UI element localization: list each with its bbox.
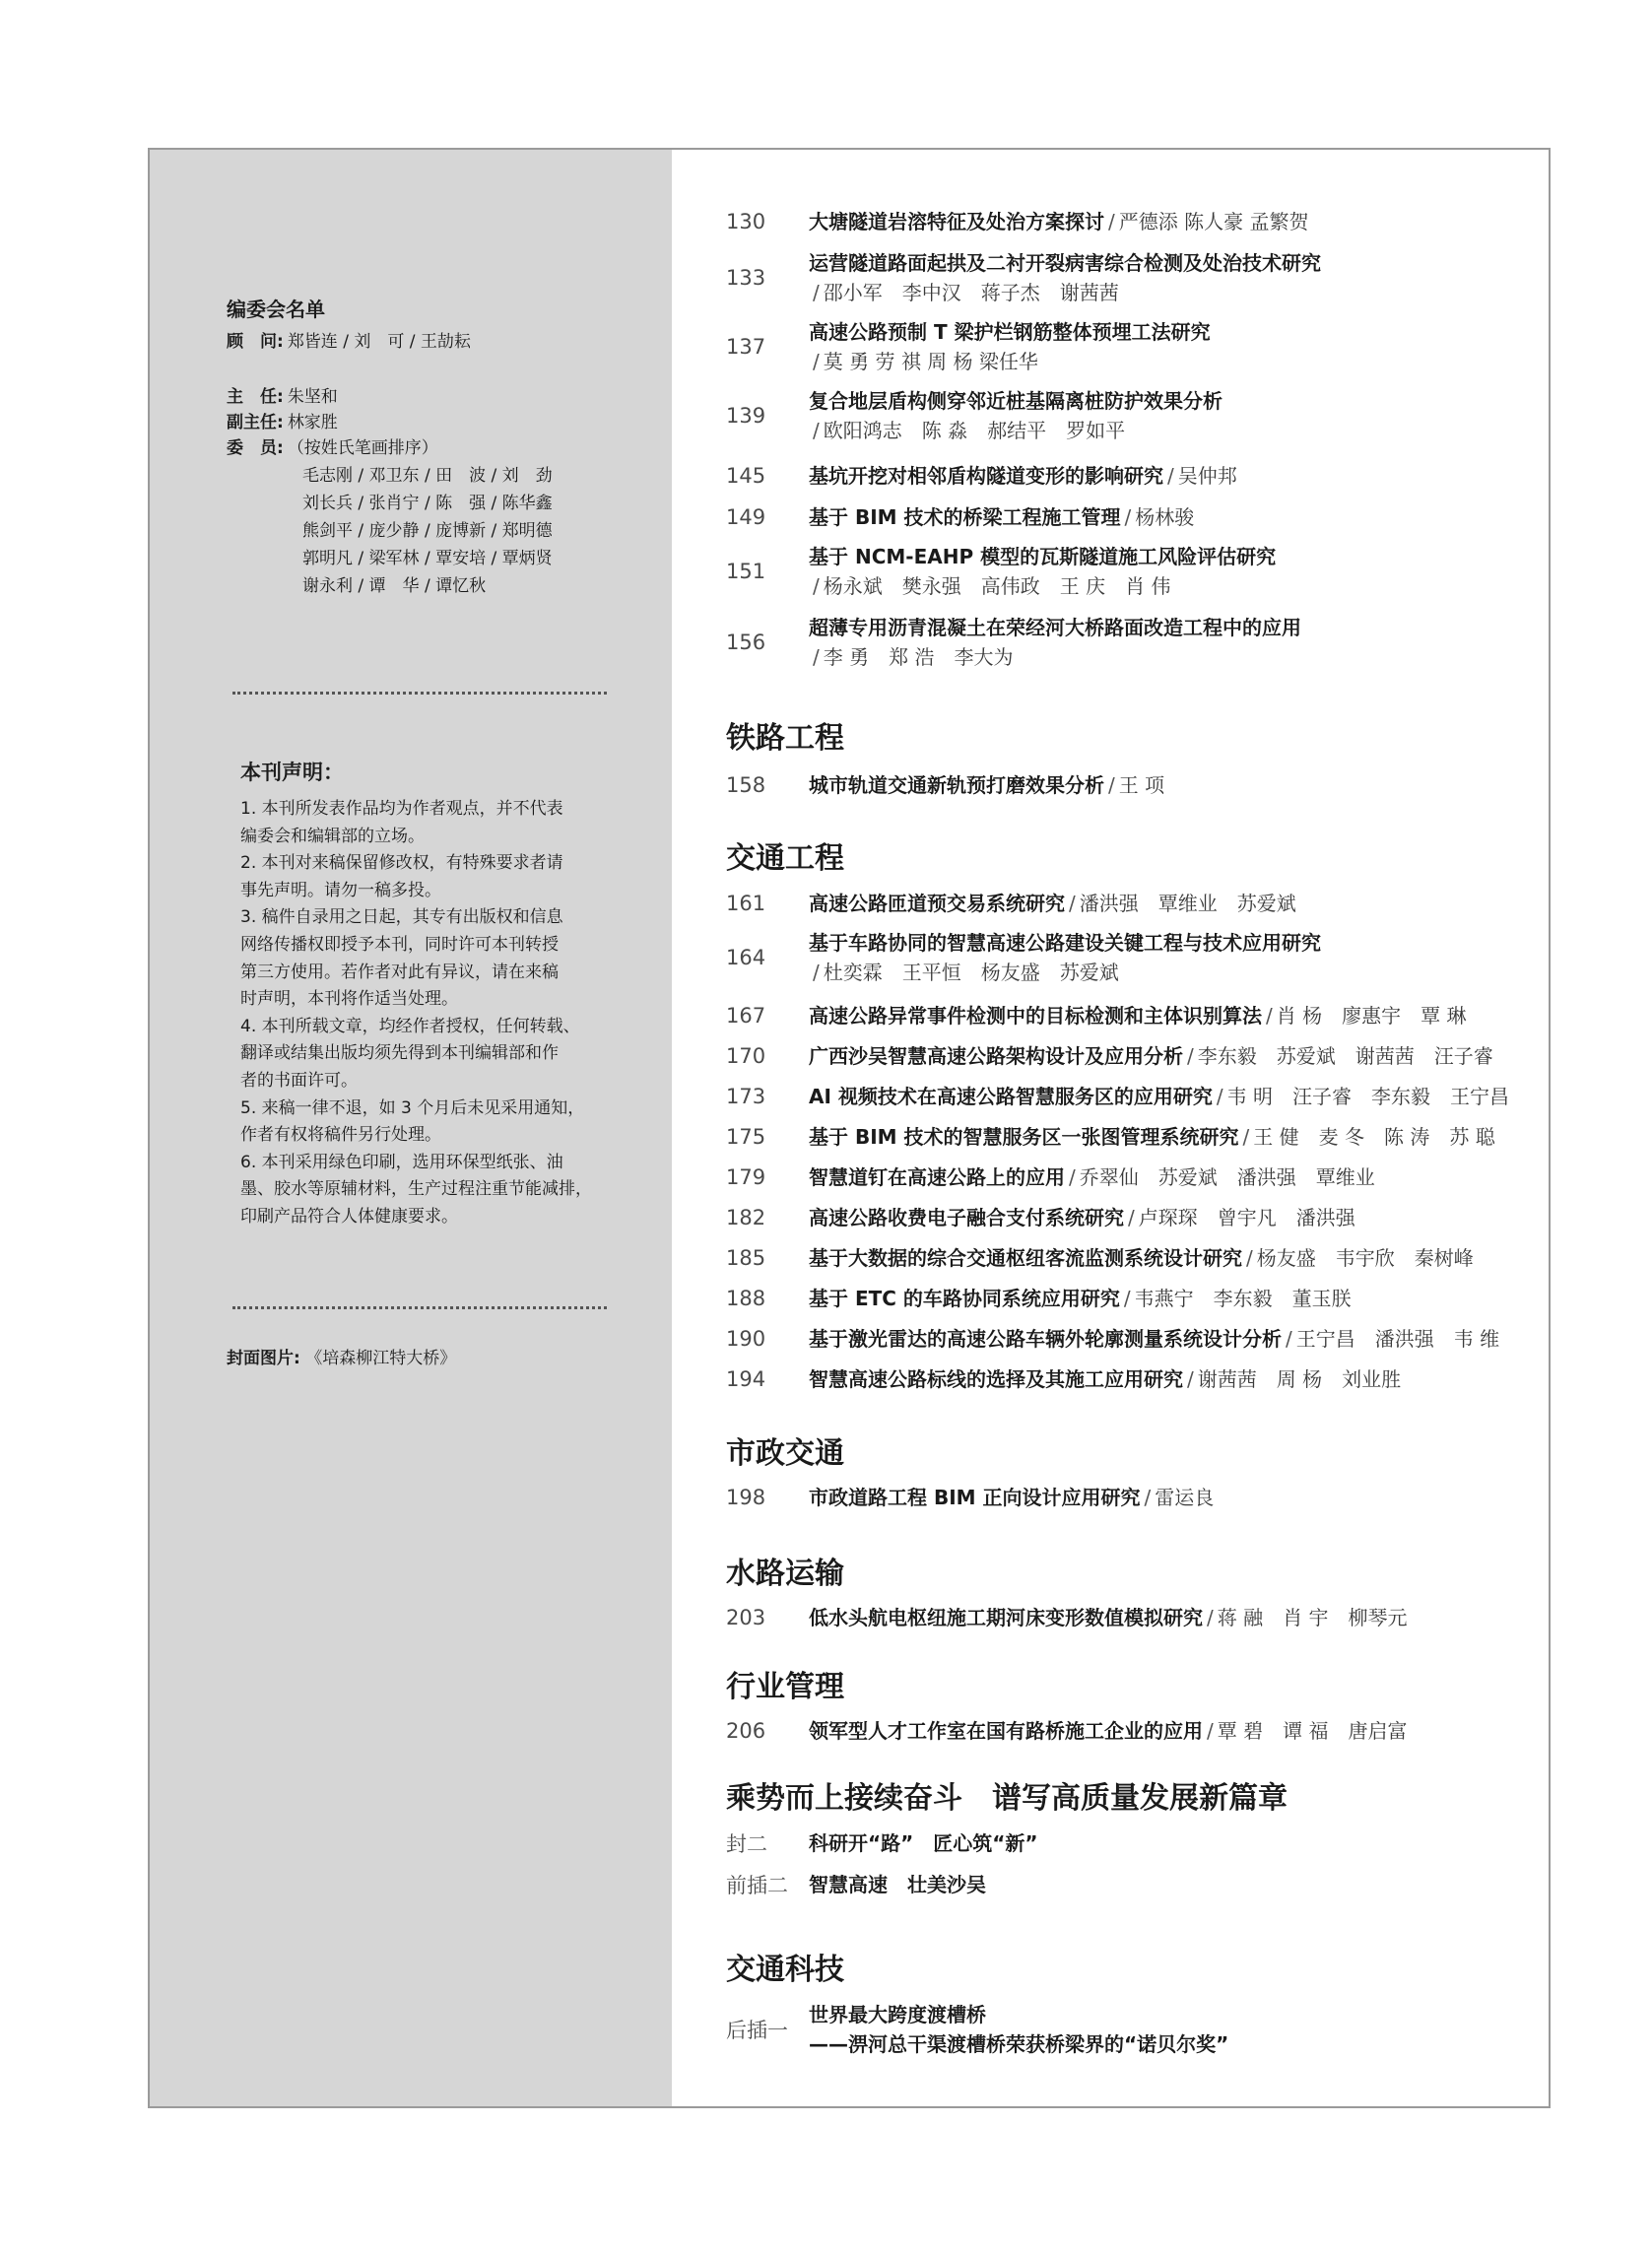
toc-entry[interactable] [726, 542, 1544, 601]
entry-title: AI 视频技术在高速公路智慧服务区的应用研究 [809, 1085, 1213, 1108]
entry-authors: 欧阳鸿志 陈 淼 郝结平 罗如平 [823, 419, 1126, 442]
table-of-contents [150, 150, 1549, 2106]
page-number: 137 [726, 335, 766, 359]
member-row: 郭明凡 / 梁军林 / 覃安培 / 覃炳贤 [302, 549, 553, 568]
toc-entry[interactable] [726, 1716, 1544, 1746]
separator: / [1128, 1206, 1135, 1229]
entry-title: 低水头航电枢纽施工期河床变形数值模拟研究 [809, 1606, 1203, 1629]
member-row: 谢永利 / 谭 华 / 谭忆秋 [302, 576, 487, 596]
members-label: 委 员: [227, 438, 284, 458]
entry-title: 超薄专用沥青混凝土在荣经河大桥路面改造工程中的应用 [809, 616, 1301, 639]
declaration-line: 墨、胶水等原辅材料，生产过程注重节能减排， [240, 1179, 592, 1200]
entry-title: 高速公路异常事件检测中的目标检测和主体识别算法 [809, 1004, 1262, 1028]
declaration-line: 第三方使用。若作者对此有异议，请在来稿 [240, 962, 559, 982]
separator: / [1246, 1246, 1253, 1270]
toc-entry[interactable] [726, 207, 1544, 236]
entry-title: 广西沙吴智慧高速公路架构设计及应用分析 [809, 1044, 1183, 1068]
toc-entry[interactable] [726, 1828, 1544, 1858]
toc-entry[interactable] [726, 1603, 1544, 1632]
page-number: 188 [726, 1287, 766, 1310]
entry-title: 基于车路协同的智慧高速公路建设关键工程与技术应用研究 [809, 931, 1321, 955]
page-number: 194 [726, 1367, 766, 1391]
separator: / [813, 419, 820, 442]
toc-entry[interactable] [726, 1203, 1544, 1232]
entry-title: 科研开“路” 匠心筑“新” [809, 1831, 1038, 1855]
entry-title: 基于 BIM 技术的智慧服务区一张图管理系统研究 [809, 1125, 1239, 1149]
separator: / [1207, 1719, 1214, 1743]
page-number: 182 [726, 1206, 766, 1229]
entry-authors: 杜奕霖 王平恒 杨友盛 苏爱斌 [823, 961, 1119, 984]
toc-entry[interactable] [726, 613, 1544, 672]
entry-title: 基于 ETC 的车路协同系统应用研究 [809, 1287, 1120, 1310]
advisors-value: 郑皆连 / 刘 可 / 王劼耘 [287, 332, 471, 352]
section-heading-water: 水路运输 [726, 1557, 844, 1591]
separator: / [1069, 1165, 1076, 1189]
declaration-line: 1. 本刊所发表作品均为作者观点，并不代表 [240, 799, 563, 819]
toc-entry[interactable] [726, 1082, 1544, 1111]
section-heading-industry: 行业管理 [726, 1670, 844, 1704]
toc-entry[interactable] [726, 248, 1544, 307]
toc-entry[interactable] [726, 1041, 1544, 1071]
member-row: 熊剑平 / 庞少静 / 庞博新 / 郑明德 [302, 521, 553, 541]
separator: / [1144, 1486, 1152, 1509]
entry-title: 智慧道钉在高速公路上的应用 [809, 1165, 1065, 1189]
section-heading-feature: 乘势而上接续奋斗 谱写高质量发展新篇章 [726, 1781, 1288, 1816]
entry-subtitle: ——淠河总干渠渡槽桥荣获桥梁界的“诺贝尔奖” [809, 2032, 1229, 2056]
separator: / [1124, 505, 1132, 529]
section-heading-municipal: 市政交通 [726, 1436, 844, 1471]
toc-entry[interactable] [726, 1483, 1544, 1512]
separator: / [1108, 773, 1115, 797]
entry-title: 大塘隧道岩溶特征及处治方案探讨 [809, 210, 1104, 233]
deputy-value: 林家胜 [287, 413, 338, 432]
toc-entry[interactable] [726, 1162, 1544, 1192]
page-number: 158 [726, 773, 766, 797]
entry-authors: 吴仲邦 [1177, 464, 1237, 488]
entry-authors: 杨林骏 [1135, 505, 1195, 529]
entry-authors: 李 勇 郑 浩 李大为 [823, 645, 1014, 669]
page-number: 133 [726, 266, 766, 290]
entry-title: 高速公路匝道预交易系统研究 [809, 892, 1065, 915]
entry-authors: 李东毅 苏爱斌 谢茜茜 汪子睿 [1197, 1044, 1493, 1068]
page-number: 139 [726, 404, 766, 428]
toc-entry[interactable] [726, 928, 1544, 987]
page-number: 156 [726, 631, 766, 654]
page-number: 后插一 [726, 2019, 788, 2042]
separator: / [813, 645, 820, 669]
separator: / [813, 350, 820, 373]
separator: / [1266, 1004, 1273, 1028]
entry-authors: 杨友盛 韦宇欣 秦树峰 [1256, 1246, 1474, 1270]
toc-entry[interactable] [726, 889, 1544, 918]
toc-entry[interactable] [726, 386, 1544, 445]
entry-authors: 韦燕宁 李东毅 董玉朕 [1134, 1287, 1352, 1310]
entry-title: 基于 NCM-EAHP 模型的瓦斯隧道施工风险评估研究 [809, 545, 1277, 568]
separator: / [1242, 1125, 1250, 1149]
entry-authors: 王 健 麦 冬 陈 涛 苏 聪 [1253, 1125, 1495, 1149]
entry-authors: 王 项 [1118, 773, 1165, 797]
entry-authors: 乔翠仙 苏爱斌 潘洪强 覃维业 [1079, 1165, 1375, 1189]
entry-title: 复合地层盾构侧穿邻近桩基隔离桩防护效果分析 [809, 389, 1222, 413]
page-number: 164 [726, 946, 766, 969]
separator: / [1123, 1287, 1131, 1310]
page-number: 173 [726, 1085, 766, 1108]
declaration-line: 事先声明。请勿一稿多投。 [240, 880, 441, 900]
entry-title: 城市轨道交通新轨预打磨效果分析 [809, 773, 1104, 797]
toc-entry[interactable] [726, 1364, 1544, 1394]
page-number: 185 [726, 1246, 766, 1270]
declaration-line: 4. 本刊所载文章，均经作者授权，任何转载、 [240, 1016, 580, 1036]
declaration-line: 翻译或结集出版均须先得到本刊编辑部和作 [240, 1043, 559, 1064]
declaration-line: 时声明，本刊将作适当处理。 [240, 989, 458, 1010]
separator: / [1069, 892, 1076, 915]
separator: / [1207, 1606, 1214, 1629]
toc-entry[interactable] [726, 1243, 1544, 1273]
toc-entry[interactable] [726, 1122, 1544, 1152]
toc-entry[interactable] [726, 1001, 1544, 1030]
separator: / [813, 574, 820, 598]
declaration-line: 2. 本刊对来稿保留修改权，有特殊要求者请 [240, 853, 563, 874]
section-heading-tech: 交通科技 [726, 1953, 844, 1987]
member-row: 刘长兵 / 张肖宁 / 陈 强 / 陈华鑫 [302, 494, 553, 513]
declaration-line: 印刷产品符合人体健康要求。 [240, 1206, 458, 1227]
page-number: 198 [726, 1486, 766, 1509]
section-heading-traffic: 交通工程 [726, 841, 844, 876]
director-label: 主 任: [227, 387, 284, 407]
entry-authors: 覃 碧 谭 福 唐启富 [1217, 1719, 1408, 1743]
member-row: 毛志刚 / 邓卫东 / 田 波 / 刘 劲 [302, 466, 553, 486]
page-number: 161 [726, 892, 766, 915]
cover-value: 《培森柳江特大桥》 [305, 1349, 457, 1368]
page-number: 前插二 [726, 1874, 788, 1897]
entry-title: 基于 BIM 技术的桥梁工程施工管理 [809, 505, 1121, 529]
entry-title: 高速公路收费电子融合支付系统研究 [809, 1206, 1124, 1229]
entry-title: 市政道路工程 BIM 正向设计应用研究 [809, 1486, 1141, 1509]
entry-authors: 邵小军 李中汉 蒋子杰 谢茜茜 [823, 281, 1119, 304]
page-frame [148, 148, 1551, 2108]
entry-title: 智慧高速公路标线的选择及其施工应用研究 [809, 1367, 1183, 1391]
declaration-line: 6. 本刊采用绿色印刷，选用环保型纸张、油 [240, 1152, 563, 1172]
page-number: 151 [726, 560, 766, 583]
entry-authors: 韦 明 汪子睿 李东毅 王宁昌 [1226, 1085, 1509, 1108]
separator: / [813, 281, 820, 304]
page-number: 170 [726, 1044, 766, 1068]
declaration-title: 本刊声明： [240, 761, 344, 784]
page-number: 203 [726, 1606, 766, 1629]
toc-entry[interactable] [726, 1870, 1544, 1899]
page-number: 179 [726, 1165, 766, 1189]
toc-entry[interactable] [726, 461, 1544, 491]
toc-entry[interactable] [726, 770, 1544, 800]
entry-authors: 严德添 陈人豪 孟繁贺 [1118, 210, 1309, 233]
entry-authors: 莫 勇 劳 祺 周 杨 梁任华 [823, 350, 1038, 373]
page-number: 149 [726, 505, 766, 529]
entry-title: 领军型人才工作室在国有路桥施工企业的应用 [809, 1719, 1203, 1743]
separator: / [813, 961, 820, 984]
separator: / [1286, 1327, 1292, 1351]
declaration-line: 5. 来稿一律不退，如 3 个月后未见采用通知， [240, 1097, 585, 1118]
entry-title: 基于大数据的综合交通枢纽客流监测系统设计研究 [809, 1246, 1242, 1270]
cover-label: 封面图片: [227, 1349, 300, 1368]
declaration-line: 作者有权将稿件另行处理。 [240, 1125, 441, 1146]
declaration-line: 3. 稿件自录用之日起，其专有出版权和信息 [240, 907, 563, 928]
declaration-line: 网络传播权即授予本刊，同时许可本刊转授 [240, 934, 559, 955]
page-number: 130 [726, 210, 766, 233]
advisors-label: 顾 问: [227, 332, 284, 352]
entry-authors: 王宁昌 潘洪强 韦 维 [1295, 1327, 1500, 1351]
entry-title: 世界最大跨度渡槽桥 [809, 2003, 986, 2026]
entry-title: 高速公路预制 T 梁护栏钢筋整体预埋工法研究 [809, 320, 1211, 344]
entry-authors: 雷运良 [1155, 1486, 1215, 1509]
toc-entry[interactable] [726, 1324, 1544, 1354]
separator: / [1187, 1044, 1194, 1068]
page-number: 206 [726, 1719, 766, 1743]
entry-authors: 肖 杨 廖惠宇 覃 琳 [1276, 1004, 1467, 1028]
entry-authors: 蒋 融 肖 宇 柳琴元 [1217, 1606, 1408, 1629]
separator: / [1167, 464, 1174, 488]
separator: / [1108, 210, 1115, 233]
section-heading-rail: 铁路工程 [726, 721, 844, 756]
entry-authors: 潘洪强 覃维业 苏爱斌 [1079, 892, 1296, 915]
members-note: （按姓氏笔画排序） [287, 438, 438, 458]
committee-title: 编委会名单 [227, 298, 325, 321]
separator: / [1216, 1085, 1223, 1108]
page-number: 190 [726, 1327, 766, 1351]
declaration-line: 者的书面许可。 [240, 1070, 358, 1091]
deputy-label: 副主任: [227, 413, 284, 432]
toc-entry[interactable] [726, 502, 1544, 532]
entry-authors: 卢琛琛 曾宇凡 潘洪强 [1138, 1206, 1355, 1229]
page-number: 145 [726, 464, 766, 488]
entry-title: 基坑开挖对相邻盾构隧道变形的影响研究 [809, 464, 1163, 488]
entry-title: 运营隧道路面起拱及二衬开裂病害综合检测及处治技术研究 [809, 251, 1321, 275]
toc-entry[interactable] [726, 317, 1544, 376]
declaration-line: 编委会和编辑部的立场。 [240, 826, 425, 846]
toc-entry[interactable] [726, 1284, 1544, 1313]
page-number: 175 [726, 1125, 766, 1149]
toc-entry[interactable] [726, 2000, 1544, 2059]
entry-title: 智慧高速 壮美沙吴 [809, 1873, 986, 1896]
entry-authors: 谢茜茜 周 杨 刘业胜 [1197, 1367, 1402, 1391]
director-value: 朱坚和 [287, 387, 338, 407]
page-number: 封二 [726, 1832, 767, 1856]
entry-title: 基于激光雷达的高速公路车辆外轮廓测量系统设计分析 [809, 1327, 1282, 1351]
entry-authors: 杨永斌 樊永强 高伟政 王 庆 肖 伟 [823, 574, 1171, 598]
page-number: 167 [726, 1004, 766, 1028]
separator: / [1187, 1367, 1194, 1391]
